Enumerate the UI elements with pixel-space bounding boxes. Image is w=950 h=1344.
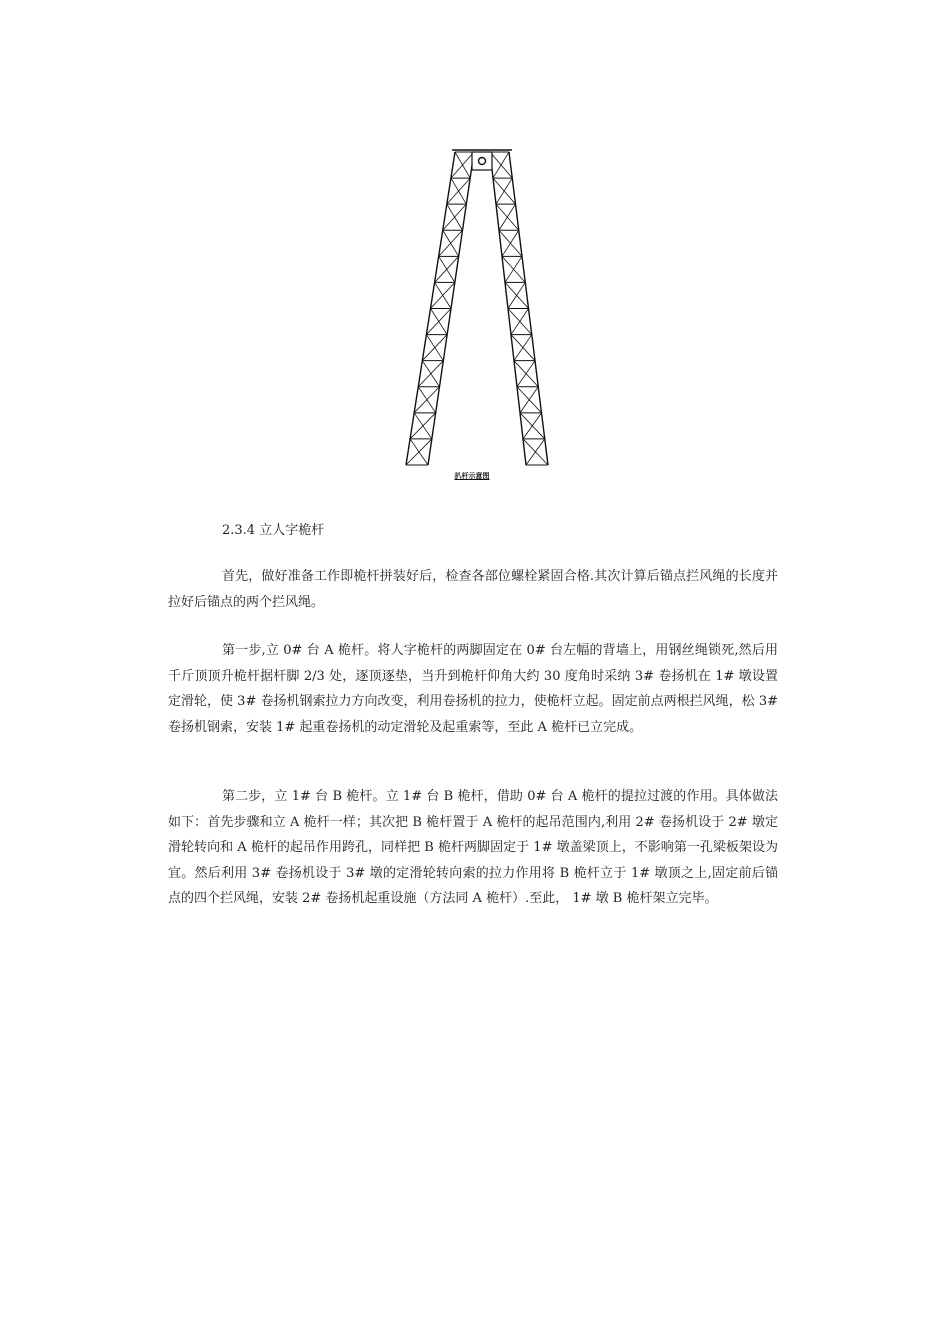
a-frame-mast-diagram xyxy=(392,140,552,490)
paragraph-step-one: 第一步,立 0# 台 A 桅杆。将人字桅杆的两脚固定在 0# 台左幅的背墙上，用钢丝绳锁死,然后用千斤顶顶升桅杆据杆脚 2/3 处，逐顶逐垫，当升到桅杆仰角大约 30 度角时采纳 3# 卷扬机在 1# 墩设置定滑轮，使 3# 卷扬机钢索拉力方向改变，利用卷扬机的拉力，使桅杆立起。固定前点两根拦风绳，松 3# 卷扬机钢索，安装 1# 起重卷扬机的动定滑轮及起重索等，至此 A 桅杆已立完成。 xyxy=(168,643,778,735)
paragraph-step-two: 第二步，立 1# 台 B 桅杆。立 1# 台 B 桅杆，借助 0# 台 A 桅杆的提拉过渡的作用。具体做法如下：首先步骤和立 A 桅杆一样；其次把 B 桅杆置于 A 桅杆的起吊范围内,利用 2# 卷扬机设于 2# 墩定滑轮转向和 A 桅杆的起吊作用跨孔，同样把 B 桅杆两脚固定于 1# 墩盖梁顶上，不影响第一孔梁板架设为宜。然后利用 3# 卷扬机设于 3# 墩的定滑轮转向索的拉力作用将 B 桅杆立于 1# 墩顶之上,固定前后锚点的四个拦风绳，安装 2# 卷扬机起重设施（方法同 A 桅杆）.至此， 1# 墩 B 桅杆架立完毕。 xyxy=(168,789,778,906)
right-leg-diagonal xyxy=(511,309,529,335)
right-leg-diagonal xyxy=(508,282,525,308)
right-leg-diagonal xyxy=(493,152,509,178)
right-leg-diagonal xyxy=(520,387,538,413)
right-leg-diagonal xyxy=(502,230,519,256)
right-leg-diagonal xyxy=(499,204,516,230)
right-leg-diagonal xyxy=(523,413,542,439)
mast-head-pin xyxy=(479,158,486,165)
section-heading: 2.3.4 立人字桅杆 xyxy=(222,523,325,538)
mast-truss-figure xyxy=(392,140,552,490)
right-leg-diagonal xyxy=(496,178,512,204)
figure-caption: 扒杆示意图 xyxy=(454,472,490,480)
right-leg-diagonal xyxy=(526,439,545,465)
paragraph-preparation: 首先，做好准备工作即桅杆拼装好后，检查各部位螺栓紧固合格.其次计算后锚点拦风绳的长度并拉好后锚点的两个拦风绳。 xyxy=(168,569,778,610)
right-leg-diagonal xyxy=(514,335,532,361)
right-leg-diagonal xyxy=(517,361,535,387)
right-leg-diagonal xyxy=(505,256,522,282)
